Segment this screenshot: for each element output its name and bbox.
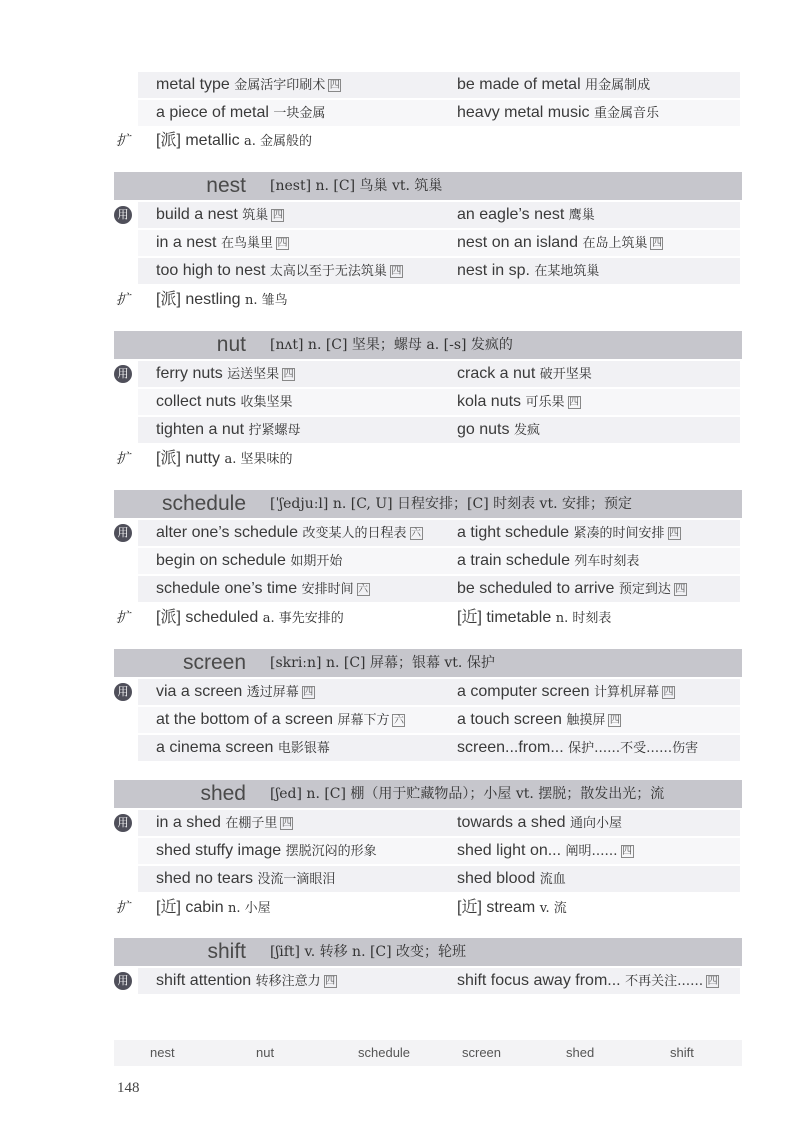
extension-row [138, 287, 740, 313]
derived-word: [派] nestling [156, 291, 241, 308]
derived-word-zh: a. 坚果味的 [224, 452, 293, 467]
phrase-zh: 在鸟巢里 [220, 236, 273, 251]
phrase-en: ferry nuts [156, 365, 223, 382]
level-tag: 四 [277, 238, 288, 249]
level-tag: 六 [358, 584, 369, 595]
definition: [skriːn] n. [C] 屏幕；银幕 vt. 保护 [270, 655, 495, 671]
usage-icon: 用 [114, 814, 132, 832]
headword: screen [182, 651, 246, 674]
phrase-zh: 收集坚果 [240, 395, 293, 410]
phrase-en: in a shed [156, 814, 221, 831]
phrase-zh: 破开坚果 [539, 367, 592, 382]
level-tag: 六 [411, 528, 421, 539]
phrase-en: a computer screen [457, 683, 590, 700]
phrase-row [138, 417, 740, 443]
phrase-zh: 阐明…… [565, 844, 618, 859]
phrase-en: towards a shed [457, 814, 566, 831]
phrase-zh: 计算机屏幕 [593, 685, 659, 700]
phrase-zh: 在某地筑巢 [534, 264, 600, 279]
phrase-en: be scheduled to arrive [457, 580, 615, 597]
phrase-row [138, 576, 740, 602]
level-tag: 四 [669, 528, 680, 539]
phrase-row [138, 838, 740, 864]
phrase-en: a tight schedule [457, 524, 570, 541]
footer-word: screen [462, 1045, 502, 1060]
phrase-zh: 紧凑的时间安排 [573, 526, 665, 541]
phrase-en: too high to nest [156, 262, 266, 279]
level-tag: 四 [303, 687, 314, 698]
footer-word: nut [256, 1045, 275, 1060]
headword: nut [216, 333, 246, 356]
phrase-zh: 运送坚果 [227, 367, 280, 382]
phrase-zh: 流血 [539, 872, 566, 887]
phrase-zh: 太高以至于无法筑巢 [269, 264, 387, 279]
extension-icon: 扩 [116, 292, 130, 308]
headword: nest [206, 174, 246, 197]
footer-word: schedule [358, 1045, 411, 1060]
phrase-en: crack a nut [457, 365, 536, 382]
definition: [ˈʃedjuːl] n. [C, U] 日程安排；[C] 时刻表 vt. 安排；预定 [270, 496, 632, 512]
derived-word-zh: n. 雏鸟 [244, 293, 288, 308]
footer-word: shift [670, 1045, 694, 1060]
level-tag: 四 [609, 715, 620, 726]
phrase-en: begin on schedule [156, 552, 286, 569]
phrase-zh: 筑巢 [242, 208, 269, 223]
phrase-zh: 在岛上筑巢 [582, 236, 648, 251]
phrase-zh: 转移注意力 [255, 974, 321, 989]
phrase-zh: 透过屏幕 [246, 685, 299, 700]
level-tag: 四 [675, 584, 686, 595]
phrase-row [138, 866, 740, 892]
phrase-en: schedule one’s time [156, 580, 298, 597]
phrase-row [138, 202, 740, 228]
footer-word-index [114, 1040, 742, 1066]
phrase-zh: 鹰巢 [568, 208, 595, 223]
extension-icon: 扩 [116, 451, 130, 467]
phrase-zh: 安排时间 [301, 582, 354, 597]
phrase-zh: 拧紧螺母 [248, 423, 301, 438]
phrase-zh: 用金属制成 [585, 78, 651, 93]
phrase-row [138, 679, 740, 705]
phrase-en: metal type [156, 76, 230, 93]
phrase-zh: 保护……不受……伤害 [568, 741, 699, 756]
extension-icon: 扩 [116, 133, 130, 149]
phrase-zh: 发疯 [513, 423, 540, 438]
phrase-en: at the bottom of a screen [156, 711, 333, 728]
phrase-row [138, 968, 740, 994]
usage-icon: 用 [114, 683, 132, 701]
usage-icon: 用 [114, 365, 132, 383]
synonym-word: [近] stream [457, 899, 536, 916]
level-tag: 四 [281, 818, 292, 829]
level-tag: 四 [663, 687, 674, 698]
phrase-en: shift focus away from... [457, 972, 621, 989]
entry-header-nut [114, 331, 742, 359]
phrase-en: a train schedule [457, 552, 570, 569]
phrase-zh: 如期开始 [290, 554, 343, 569]
level-tag: 四 [272, 210, 283, 221]
level-tag: 六 [393, 715, 404, 726]
headword: shed [200, 782, 246, 805]
phrase-en: a cinema screen [156, 739, 274, 756]
phrase-en: via a screen [156, 683, 243, 700]
extension-row [138, 605, 740, 631]
level-tag: 四 [325, 976, 336, 987]
synonym-word: [近] timetable [457, 609, 552, 626]
phrase-row [138, 258, 740, 284]
phrase-en: shed light on... [457, 842, 562, 859]
entry-header-nest [114, 172, 742, 200]
phrase-en: shift attention [156, 972, 252, 989]
definition: [ʃed] n. [C] 棚（用于贮藏物品）；小屋 vt. 摆脱；散发出光；流 [270, 786, 665, 802]
phrase-en: nest on an island [457, 234, 578, 251]
usage-icon: 用 [114, 206, 132, 224]
derived-word: [派] scheduled [156, 609, 259, 626]
phrase-zh: 重金属音乐 [593, 106, 659, 121]
footer-word: shed [566, 1045, 595, 1060]
phrase-en: shed blood [457, 870, 536, 887]
phrase-en: heavy metal music [457, 104, 590, 121]
phrase-zh: 改变某人的日程表 [302, 526, 407, 541]
phrase-zh: 列车时刻表 [574, 554, 640, 569]
phrase-row [138, 100, 740, 126]
phrase-en: a touch screen [457, 711, 562, 728]
phrase-zh: 屏幕下方 [337, 713, 390, 728]
phrase-en: nest in sp. [457, 262, 530, 279]
phrase-zh: 不再关注…… [625, 974, 704, 989]
synonym-word: [近] cabin [156, 899, 224, 916]
entry-header-shed [114, 780, 742, 808]
page-number: 148 [117, 1080, 140, 1096]
extension-row [138, 128, 740, 154]
level-tag: 四 [707, 976, 718, 987]
phrase-row [138, 707, 740, 733]
derived-word-zh: a. 金属般的 [244, 134, 313, 149]
phrase-row [138, 810, 740, 836]
level-tag: 四 [622, 846, 633, 857]
synonym-word-zh: n. 时刻表 [555, 611, 612, 626]
phrase-zh: 电影银幕 [277, 741, 330, 756]
level-tag: 四 [569, 397, 580, 408]
phrase-en: kola nuts [457, 393, 522, 410]
headword: schedule [161, 492, 246, 515]
usage-icon: 用 [114, 524, 132, 542]
phrase-en: alter one’s schedule [156, 524, 299, 541]
derived-word: [派] metallic [156, 132, 240, 149]
extension-row [138, 895, 740, 921]
entry-header-screen [114, 649, 742, 677]
entry-header-shift [114, 938, 742, 966]
phrase-en: shed no tears [156, 870, 253, 887]
phrase-row [138, 735, 740, 761]
level-tag: 四 [651, 238, 662, 249]
phrase-en: tighten a nut [156, 421, 245, 438]
phrase-zh: 预定到达 [618, 582, 671, 597]
phrase-zh: 触摸屏 [566, 713, 606, 728]
phrase-en: go nuts [457, 421, 510, 438]
phrase-en: an eagle’s nest [457, 206, 565, 223]
phrase-en: collect nuts [156, 393, 237, 410]
phrase-row [138, 72, 740, 98]
extension-icon: 扩 [116, 900, 130, 916]
phrase-en: build a nest [156, 206, 238, 223]
phrase-zh: 通向小屋 [569, 816, 622, 831]
derived-word: [派] nutty [156, 450, 221, 467]
definition: [nʌt] n. [C] 坚果；螺母 a. [-s] 发疯的 [270, 337, 513, 353]
phrase-zh: 金属活字印刷术 [234, 78, 326, 93]
phrase-en: be made of metal [457, 76, 581, 93]
phrase-row [138, 389, 740, 415]
extension-row [138, 446, 740, 472]
phrase-zh: 没流一滴眼泪 [257, 872, 336, 887]
usage-icon: 用 [114, 972, 132, 990]
headword: shift [207, 940, 246, 963]
phrase-en: screen...from... [457, 739, 564, 756]
definition: [ʃift] v. 转移 n. [C] 改变；轮班 [270, 944, 467, 960]
phrase-en: shed stuffy image [156, 842, 282, 859]
phrase-zh: 摆脱沉闷的形象 [285, 844, 377, 859]
phrase-en: in a nest [156, 234, 217, 251]
phrase-zh: 在棚子里 [225, 816, 278, 831]
phrase-en: a piece of metal [156, 104, 269, 121]
definition: [nest] n. [C] 鸟巢 vt. 筑巢 [270, 178, 443, 194]
phrase-zh: 可乐果 [525, 395, 565, 410]
synonym-word-zh: n. 小屋 [228, 901, 271, 916]
level-tag: 四 [283, 369, 294, 380]
level-tag: 四 [391, 266, 402, 277]
phrase-row [138, 361, 740, 387]
phrase-row [138, 548, 740, 574]
phrase-zh: 一块金属 [273, 106, 326, 121]
phrase-row [138, 520, 740, 546]
phrase-row [138, 230, 740, 256]
derived-word-zh: a. 事先安排的 [262, 611, 344, 626]
entry-header-schedule [114, 490, 742, 518]
footer-word: nest [150, 1045, 175, 1060]
synonym-word-zh: v. 流 [539, 901, 567, 916]
level-tag: 四 [329, 80, 340, 91]
extension-icon: 扩 [116, 610, 130, 626]
